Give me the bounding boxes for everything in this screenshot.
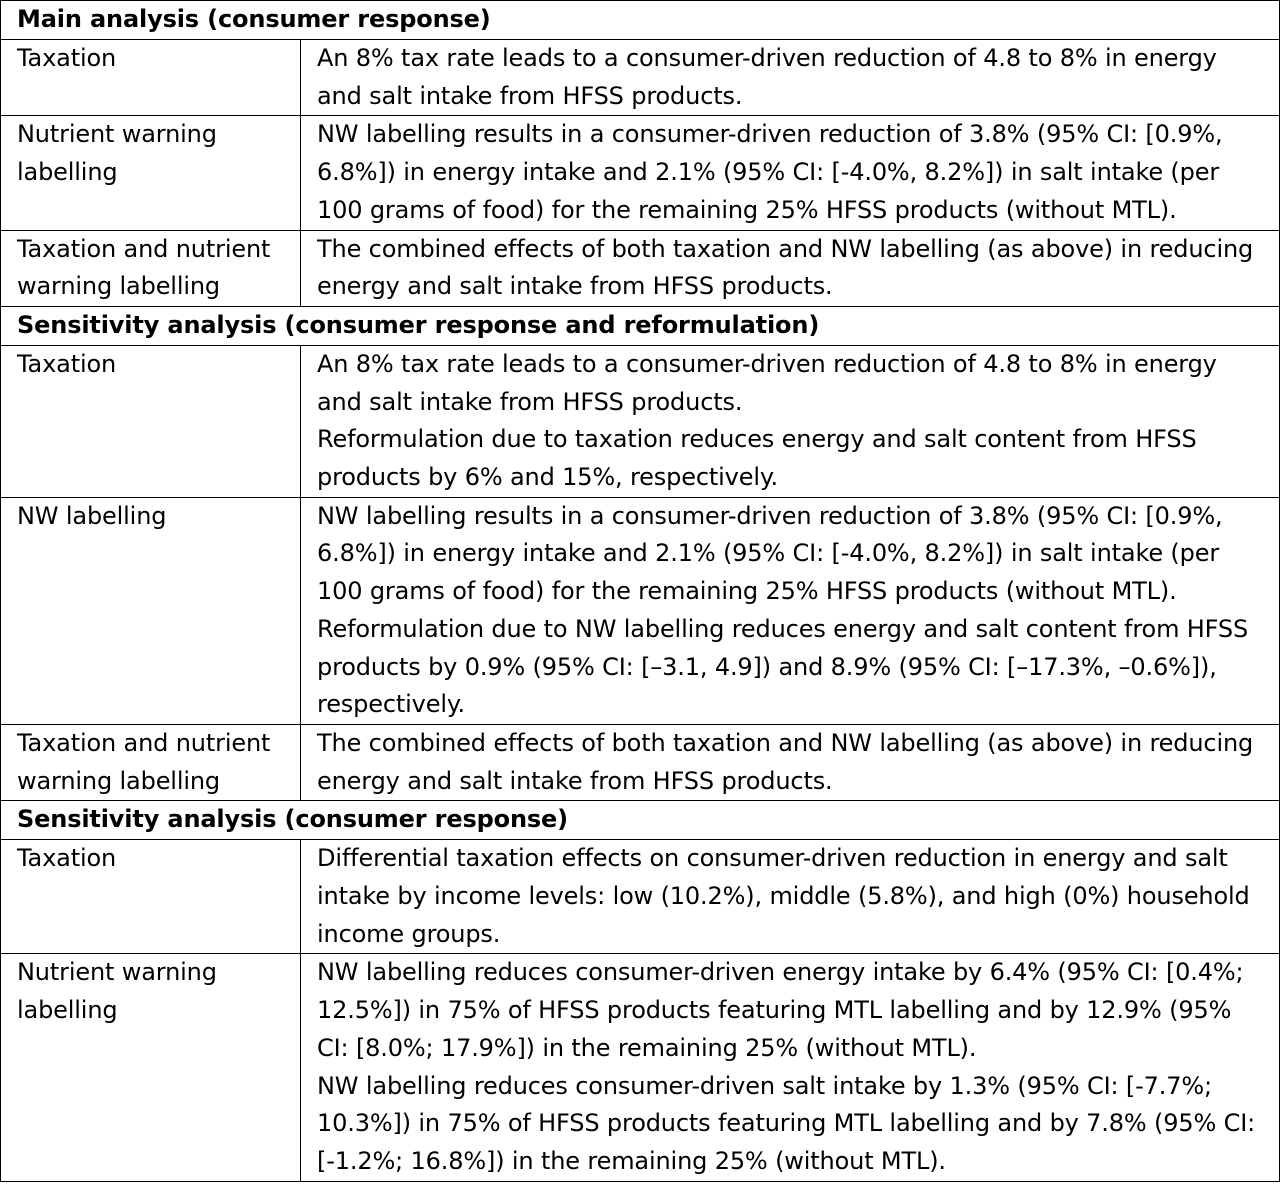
- intervention-label: Taxation and nutrient warning labelling: [1, 230, 301, 306]
- intervention-label: Taxation and nutrient warning labelling: [1, 724, 301, 800]
- description-paragraph: NW labelling reduces consumer-driven salt intake by 1.3% (95% CI: [-7.7%; 10.3%]) in 75% of HFSS products featuring MTL labelling and by 7.8% (95% CI: [-1.2%; 16.8%]) in the remaining 25% (without MTL).: [317, 1071, 1256, 1175]
- intervention-description: [301, 840, 1280, 954]
- intervention-description: [301, 954, 1280, 1181]
- description-paragraph: The combined effects of both taxation and NW labelling (as above) in reducing energy and salt intake from HFSS products.: [317, 234, 1254, 301]
- intervention-label: Taxation: [1, 345, 301, 497]
- intervention-description: [301, 724, 1280, 800]
- section-header-row: [1, 306, 1280, 345]
- section-title: Sensitivity analysis (consumer response): [1, 801, 1280, 840]
- section-title: Sensitivity analysis (consumer response and reformulation): [1, 306, 1280, 345]
- intervention-description: [301, 230, 1280, 306]
- table-row: [1, 954, 1280, 1181]
- intervention-description: [301, 116, 1280, 230]
- table-row: [1, 724, 1280, 800]
- intervention-label: Nutrient warning labelling: [1, 954, 301, 1181]
- section-title: Main analysis (consumer response): [1, 1, 1280, 40]
- description-paragraph: An 8% tax rate leads to a consumer-driven reduction of 4.8 to 8% in energy and salt intake from HFSS products.: [317, 349, 1217, 416]
- description-paragraph: NW labelling results in a consumer-driven reduction of 3.8% (95% CI: [0.9%, 6.8%]) in energy intake and 2.1% (95% CI: [-4.0%, 8.2%]) in salt intake (per 100 grams of food) for the remaining 25% HFSS products (without MTL).: [317, 120, 1223, 224]
- intervention-description: [301, 345, 1280, 497]
- description-paragraph: NW labelling reduces consumer-driven energy intake by 6.4% (95% CI: [0.4%; 12.5%]) in 75% of HFSS products featuring MTL labelling and by 12.9% (95% CI: [8.0%; 17.9%]) in the remaining 25% (without MTL).: [317, 958, 1244, 1062]
- table-row: [1, 497, 1280, 724]
- scenario-table-body: [1, 1, 1280, 1182]
- intervention-description: [301, 40, 1280, 116]
- description-paragraph: The combined effects of both taxation and NW labelling (as above) in reducing energy and salt intake from HFSS products.: [317, 728, 1254, 795]
- intervention-label: Nutrient warning labelling: [1, 116, 301, 230]
- table-row: [1, 40, 1280, 116]
- description-paragraph: Reformulation due to NW labelling reduces energy and salt content from HFSS products by 0.9% (95% CI: [–3.1, 4.9]) and 8.9% (95% CI: [–17.3%, –0.6%]), respectively.: [317, 614, 1249, 719]
- description-paragraph: Differential taxation effects on consumer-driven reduction in energy and salt intake by income levels: low (10.2%), middle (5.8%), and high (0%) household income groups.: [317, 844, 1250, 948]
- description-paragraph: Reformulation due to taxation reduces energy and salt content from HFSS products by 6% and 15%, respectively.: [317, 425, 1197, 492]
- section-header-row: [1, 1, 1280, 40]
- intervention-description: [301, 497, 1280, 724]
- section-header-row: [1, 801, 1280, 840]
- intervention-label: Taxation: [1, 840, 301, 954]
- intervention-label: NW labelling: [1, 497, 301, 724]
- table-row: [1, 230, 1280, 306]
- table-row: [1, 345, 1280, 497]
- intervention-label: Taxation: [1, 40, 301, 116]
- table-row: [1, 840, 1280, 954]
- description-paragraph: NW labelling results in a consumer-driven reduction of 3.8% (95% CI: [0.9%, 6.8%]) in energy intake and 2.1% (95% CI: [-4.0%, 8.2%]) in salt intake (per 100 grams of food) for the remaining 25% HFSS products (without MTL).: [317, 501, 1223, 606]
- description-paragraph: An 8% tax rate leads to a consumer-driven reduction of 4.8 to 8% in energy and salt intake from HFSS products.: [317, 44, 1217, 110]
- table-row: [1, 116, 1280, 230]
